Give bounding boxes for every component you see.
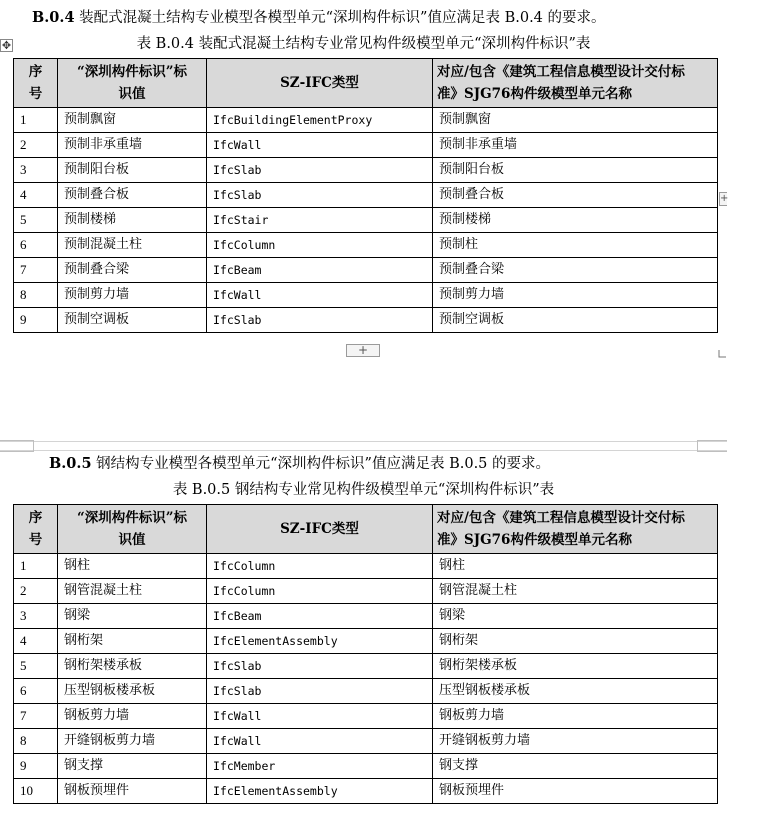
cell-seq: 3 [14,604,58,629]
header-id-line1: “深圳构件标识”标 [76,510,188,526]
cell-element-name: 预制叠合梁 [433,258,718,283]
cell-element-name: 钢梁 [433,604,718,629]
cell-seq: 5 [14,208,58,233]
table-row [14,779,718,804]
cell-ifc-type: IfcElementAssembly [207,779,433,804]
cell-shenzhen-id: 预制叠合板 [58,183,207,208]
cell-seq: 3 [14,158,58,183]
table-b05-caption: 表 B.0.5 钢结构专业常见构件级模型单元“深圳构件标识”表 [172,482,555,498]
cell-ifc-type: IfcBeam [207,258,433,283]
cell-seq: 7 [14,704,58,729]
header-name-line1: 对应/包含《建筑工程信息模型设计交付标 [437,64,685,80]
table-row [14,183,718,208]
cell-seq: 10 [14,779,58,804]
cell-shenzhen-id: 预制空调板 [58,308,207,333]
cell-element-name: 钢支撑 [433,754,718,779]
cell-ifc-type: IfcSlab [207,158,433,183]
table-row [14,629,718,654]
cell-ifc-type: IfcColumn [207,233,433,258]
cell-element-name: 钢板预埋件 [433,779,718,804]
cell-ifc-type: IfcSlab [207,679,433,704]
cell-ifc-type: IfcMember [207,754,433,779]
cell-shenzhen-id: 钢梁 [58,604,207,629]
section-b05-intro [0,454,776,474]
header-name-line2: 准》SJG76构件级模型单元名称 [437,86,632,102]
table-row [14,133,718,158]
cell-seq: 8 [14,729,58,754]
table-header-row [14,505,718,554]
cell-shenzhen-id: 钢柱 [58,554,207,579]
cell-element-name: 钢柱 [433,554,718,579]
cell-seq: 9 [14,308,58,333]
page-corner-mark-left [0,440,34,452]
cell-shenzhen-id: 压型钢板楼承板 [58,679,207,704]
header-id-line2: 识值 [118,86,146,102]
table-row [14,704,718,729]
table-row [14,283,718,308]
cell-ifc-type: IfcSlab [207,183,433,208]
cell-shenzhen-id: 预制楼梯 [58,208,207,233]
table-row [14,554,718,579]
table-row [14,208,718,233]
cell-element-name: 预制叠合板 [433,183,718,208]
cell-seq: 2 [14,579,58,604]
cell-shenzhen-id: 开缝钢板剪力墙 [58,729,207,754]
add-row-button[interactable]: + [346,344,380,357]
header-seq-line2: 号 [28,86,43,102]
header-id-line1: “深圳构件标识”标 [76,64,188,80]
cell-shenzhen-id: 钢桁架楼承板 [58,654,207,679]
table-row [14,233,718,258]
cell-element-name: 预制柱 [433,233,718,258]
cell-seq: 1 [14,554,58,579]
cell-ifc-type: IfcColumn [207,579,433,604]
section-b05-intro-text: 钢结构专业模型各模型单元“深圳构件标识”值应满足表 B.0.5 的要求。 [91,456,551,472]
cell-element-name: 钢桁架 [433,629,718,654]
cell-element-name: 钢桁架楼承板 [433,654,718,679]
cell-seq: 5 [14,654,58,679]
cell-shenzhen-id: 钢板预埋件 [58,779,207,804]
table-row [14,108,718,133]
cell-element-name: 预制飘窗 [433,108,718,133]
header-shenzhen-id [58,505,207,554]
table-row [14,579,718,604]
header-shenzhen-id [58,59,207,108]
cell-shenzhen-id: 预制叠合梁 [58,258,207,283]
cell-seq: 7 [14,258,58,283]
table-header-row [14,59,718,108]
table-b05 [13,504,718,804]
cell-element-name: 开缝钢板剪力墙 [433,729,718,754]
table-row [14,308,718,333]
table-row [14,729,718,754]
cell-seq: 6 [14,679,58,704]
cell-ifc-type: IfcWall [207,283,433,308]
resize-handle-icon [718,349,727,358]
header-seq-line1: 序 [28,510,43,526]
table-row [14,679,718,704]
cell-seq: 9 [14,754,58,779]
cell-ifc-type: IfcBeam [207,604,433,629]
cell-shenzhen-id: 预制混凝土柱 [58,233,207,258]
cell-element-name: 压型钢板楼承板 [433,679,718,704]
cell-shenzhen-id: 预制飘窗 [58,108,207,133]
header-id-line2: 识值 [118,532,146,548]
cell-shenzhen-id: 钢桁架 [58,629,207,654]
table-b04-caption: 表 B.0.4 装配式混凝土结构专业常见构件级模型单元“深圳构件标识”表 [136,36,591,52]
cell-seq: 4 [14,629,58,654]
page-break-line-bottom [0,450,727,451]
table-move-icon[interactable]: ✥ [1,39,12,52]
cell-element-name: 预制阳台板 [433,158,718,183]
header-corresponding-name [433,59,718,108]
cell-shenzhen-id: 钢管混凝土柱 [58,579,207,604]
cell-ifc-type: IfcBuildingElementProxy [207,108,433,133]
cell-shenzhen-id: 预制阳台板 [58,158,207,183]
cell-seq: 8 [14,283,58,308]
table-row [14,654,718,679]
header-name-line1: 对应/包含《建筑工程信息模型设计交付标 [437,510,685,526]
header-sz-ifc-type: SZ-IFC类型 [207,59,433,108]
cell-ifc-type: IfcSlab [207,654,433,679]
cell-element-name: 预制空调板 [433,308,718,333]
table-row [14,258,718,283]
cell-seq: 6 [14,233,58,258]
page-break-line-top [0,441,727,442]
cell-element-name: 预制剪力墙 [433,283,718,308]
table-b04 [13,58,718,333]
cell-element-name: 预制非承重墙 [433,133,718,158]
cell-ifc-type: IfcStair [207,208,433,233]
cell-shenzhen-id: 预制剪力墙 [58,283,207,308]
cell-ifc-type: IfcSlab [207,308,433,333]
page-corner-mark-right [697,440,727,452]
cell-element-name: 钢板剪力墙 [433,704,718,729]
cell-seq: 1 [14,108,58,133]
header-seq [14,59,58,108]
cell-shenzhen-id: 钢支撑 [58,754,207,779]
table-row [14,158,718,183]
cell-ifc-type: IfcColumn [207,554,433,579]
section-b05-number: B.0.5 [49,455,92,472]
cell-ifc-type: IfcElementAssembly [207,629,433,654]
section-b04-intro [0,8,759,28]
cell-seq: 4 [14,183,58,208]
cell-ifc-type: IfcWall [207,133,433,158]
cell-shenzhen-id: 预制非承重墙 [58,133,207,158]
cell-element-name: 预制楼梯 [433,208,718,233]
header-corresponding-name [433,505,718,554]
header-name-line2: 准》SJG76构件级模型单元名称 [437,532,632,548]
cell-ifc-type: IfcWall [207,729,433,754]
cell-element-name: 钢管混凝土柱 [433,579,718,604]
table-row [14,754,718,779]
cell-seq: 2 [14,133,58,158]
table-row [14,604,718,629]
cell-ifc-type: IfcWall [207,704,433,729]
header-seq-line2: 号 [28,532,43,548]
table-resize-handle[interactable] [718,343,727,352]
section-b04-intro-text: 装配式混凝土结构专业模型各模型单元“深圳构件标识”值应满足表 B.0.4 的要求。 [74,10,606,26]
header-seq-line1: 序 [28,64,43,80]
header-sz-ifc-type: SZ-IFC类型 [207,505,433,554]
header-seq [14,505,58,554]
section-b04-number: B.0.4 [32,9,75,26]
add-column-button[interactable]: + [720,193,729,204]
cell-shenzhen-id: 钢板剪力墙 [58,704,207,729]
